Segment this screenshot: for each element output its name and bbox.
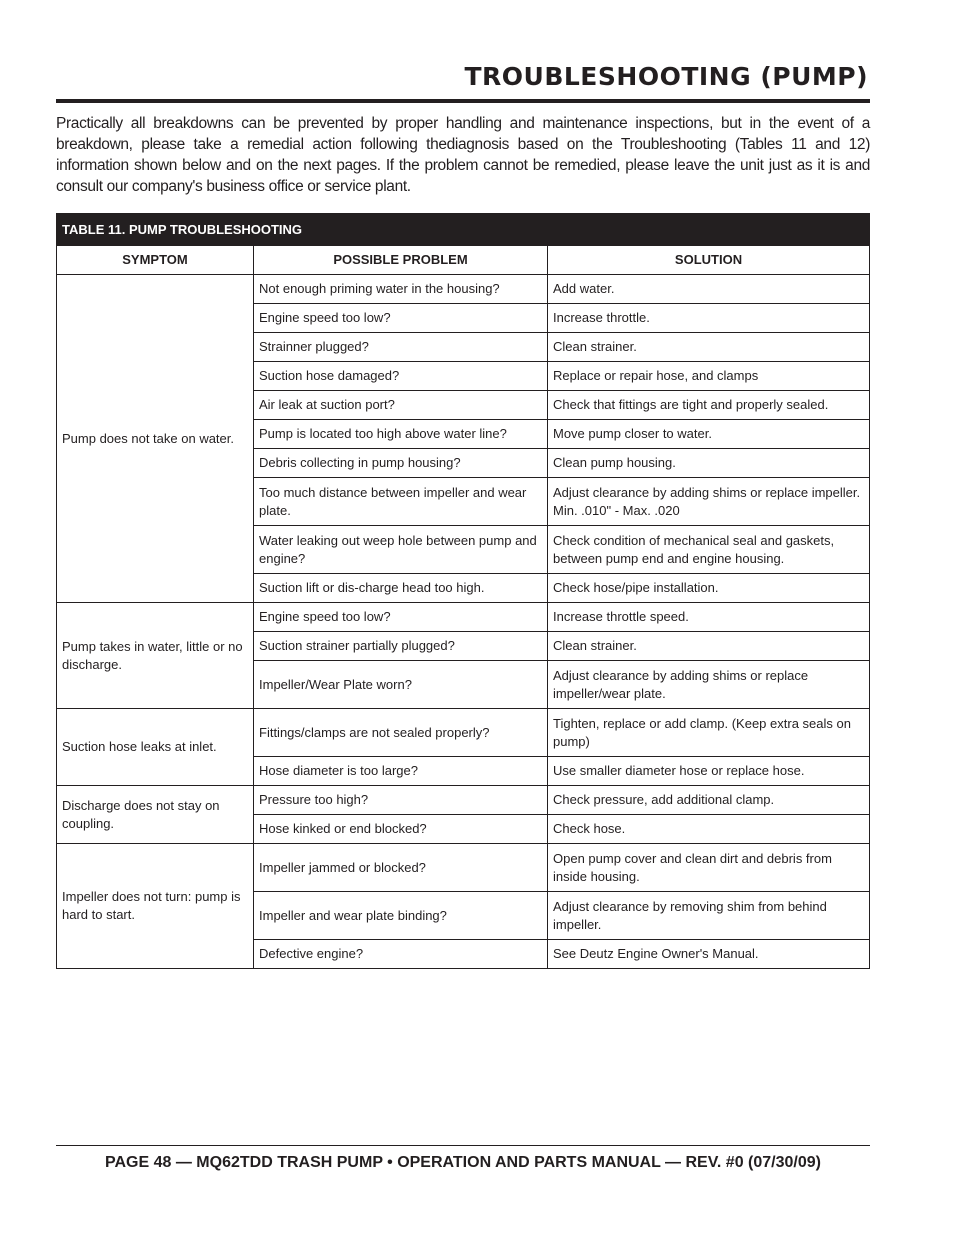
solution-cell: Check pressure, add additional clamp. — [548, 786, 870, 815]
problem-cell: Suction hose damaged? — [254, 362, 548, 391]
footer-divider — [56, 1145, 870, 1146]
problem-cell: Impeller and wear plate binding? — [254, 892, 548, 940]
solution-cell: Clean strainer. — [548, 632, 870, 661]
solution-cell: Move pump closer to water. — [548, 420, 870, 449]
solution-cell: Replace or repair hose, and clamps — [548, 362, 870, 391]
page-footer: PAGE 48 — MQ62TDD TRASH PUMP • OPERATION AND PARTS MANUAL — REV. #0 (07/30/09) — [105, 1154, 821, 1171]
pump-troubleshooting-table — [56, 213, 870, 969]
table-row — [57, 709, 870, 757]
solution-cell: Use smaller diameter hose or replace hose. — [548, 757, 870, 786]
solution-cell: Adjust clearance by adding shims or replace impeller. Min. .010" - Max. .020 — [548, 478, 870, 526]
solution-cell: Clean pump housing. — [548, 449, 870, 478]
solution-cell: Adjust clearance by removing shim from behind impeller. — [548, 892, 870, 940]
problem-cell: Engine speed too low? — [254, 304, 548, 333]
problem-cell: Engine speed too low? — [254, 603, 548, 632]
page-title: TROUBLESHOOTING (PUMP) — [464, 62, 868, 91]
problem-cell: Suction lift or dis-charge head too high. — [254, 574, 548, 603]
solution-cell: Check hose. — [548, 815, 870, 844]
problem-cell: Debris collecting in pump housing? — [254, 449, 548, 478]
solution-cell: See Deutz Engine Owner's Manual. — [548, 940, 870, 969]
problem-cell: Water leaking out weep hole between pump and engine? — [254, 526, 548, 574]
symptom-cell: Pump does not take on water. — [57, 275, 254, 603]
symptom-cell: Suction hose leaks at inlet. — [57, 709, 254, 786]
problem-cell: Hose kinked or end blocked? — [254, 815, 548, 844]
solution-cell: Open pump cover and clean dirt and debris from inside housing. — [548, 844, 870, 892]
problem-cell: Suction strainer partially plugged? — [254, 632, 548, 661]
solution-cell: Increase throttle speed. — [548, 603, 870, 632]
problem-cell: Strainner plugged? — [254, 333, 548, 362]
solution-cell: Check condition of mechanical seal and gaskets, between pump end and engine housing. — [548, 526, 870, 574]
table-row — [57, 844, 870, 892]
table-row — [57, 275, 870, 304]
symptom-column-header: SYMPTOM — [57, 246, 254, 275]
solution-cell: Check hose/pipe installation. — [548, 574, 870, 603]
solution-cell: Check that fittings are tight and properly sealed. — [548, 391, 870, 420]
problem-cell: Not enough priming water in the housing? — [254, 275, 548, 304]
symptom-cell: Impeller does not turn: pump is hard to start. — [57, 844, 254, 969]
table-row — [57, 786, 870, 815]
problem-cell: Impeller jammed or blocked? — [254, 844, 548, 892]
problem-cell: Impeller/Wear Plate worn? — [254, 661, 548, 709]
table-caption: TABLE 11. PUMP TROUBLESHOOTING — [57, 214, 870, 246]
solution-column-header: SOLUTION — [548, 246, 870, 275]
symptom-cell: Pump takes in water, little or no discharge. — [57, 603, 254, 709]
problem-cell: Defective engine? — [254, 940, 548, 969]
intro-paragraph: Practically all breakdowns can be prevented by proper handling and maintenance inspections, but in the event of a breakdown, please take a remedial action following thediagnosis based on the Troubleshooting (Tables 11 and 12) information shown below and on the next pages. If the problem cannot be remedied, please leave the unit just as it is and consult our company's business office or service plant. — [56, 115, 870, 195]
problem-cell: Hose diameter is too large? — [254, 757, 548, 786]
problem-cell: Air leak at suction port? — [254, 391, 548, 420]
table-row — [57, 603, 870, 632]
problem-cell: Too much distance between impeller and wear plate. — [254, 478, 548, 526]
problem-cell: Pump is located too high above water line? — [254, 420, 548, 449]
possible-problem-column-header: POSSIBLE PROBLEM — [254, 246, 548, 275]
solution-cell: Adjust clearance by adding shims or replace impeller/wear plate. — [548, 661, 870, 709]
problem-cell: Fittings/clamps are not sealed properly? — [254, 709, 548, 757]
title-divider — [56, 99, 870, 103]
solution-cell: Add water. — [548, 275, 870, 304]
solution-cell: Clean strainer. — [548, 333, 870, 362]
solution-cell: Tighten, replace or add clamp. (Keep extra seals on pump) — [548, 709, 870, 757]
symptom-cell: Discharge does not stay on coupling. — [57, 786, 254, 844]
problem-cell: Pressure too high? — [254, 786, 548, 815]
solution-cell: Increase throttle. — [548, 304, 870, 333]
